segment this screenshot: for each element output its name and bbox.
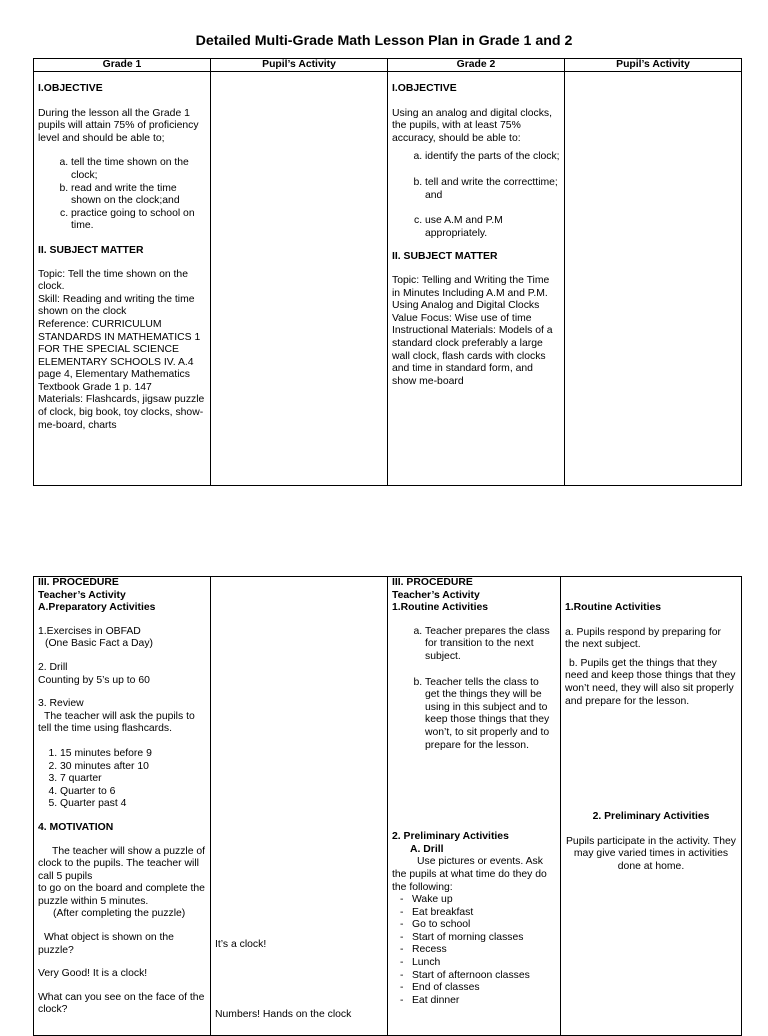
list-item: - Go to school — [412, 919, 556, 932]
list-item: b. read and write the time shown on the clock;and — [71, 183, 206, 208]
g2-subject-clocks: Using Analog and Digital Clocks — [392, 300, 540, 312]
grade1-objective-cell — [34, 72, 211, 486]
g2-objective-heading: I.OBJECTIVE — [392, 83, 457, 94]
list-item: - End of classes — [412, 982, 556, 995]
pupil-routine-b: b. Pupils get the things that they need and keep those things that they won’t need, they will also sit properly and prepare for the lesson. — [565, 657, 736, 707]
g1-question-face: What can you see on the face of the clock? — [38, 991, 205, 1016]
pupil-answer-clock: It’s a clock! — [215, 939, 267, 950]
header-grade1: Grade 1 — [34, 59, 211, 72]
grade1-procedure-cell — [34, 577, 211, 1036]
g2-drill-heading: A. Drill — [410, 843, 444, 855]
list-item: 5. Quarter past 4 — [60, 798, 206, 811]
pupil-prelim-text: Pupils participate in the activity. They may give varied times in activities done at home. — [566, 835, 736, 872]
g1-motivation-note: (After completing the puzzle) — [53, 908, 186, 920]
g1-exercise-sub: (One Basic Fact a Day) — [45, 638, 153, 650]
g1-drill: 2. Drill — [38, 661, 68, 673]
header-pupil-activity-2: Pupil’s Activity — [565, 59, 742, 72]
lesson-table-objectives — [33, 58, 742, 486]
g2-routine-list — [392, 626, 556, 752]
g2-teacher-activity-heading: Teacher’s Activity — [392, 589, 480, 601]
g1-exercise: 1.Exercises in OBFAD — [38, 625, 141, 637]
lesson-table-procedure — [33, 576, 742, 1036]
g1-teacher-activity-heading: Teacher’s Activity — [38, 589, 126, 601]
g1-question-object: What object is shown on the puzzle? — [38, 932, 174, 956]
list-item: c. use A.M and P.M appropriately. — [425, 215, 560, 240]
g1-subject-heading: II. SUBJECT MATTER — [38, 244, 144, 256]
g1-motivation-text-2: to go on the board and complete the puzzle within 5 minutes. — [38, 883, 205, 907]
g2-procedure-heading: III. PROCEDURE — [392, 577, 473, 588]
list-item: - Start of morning classes — [412, 932, 556, 945]
g1-subject-skill: Skill: Reading and writing the time shown on the clock — [38, 293, 195, 318]
list-item: - Eat dinner — [412, 995, 556, 1008]
list-item: 2. 30 minutes after 10 — [60, 761, 206, 774]
list-item: - Eat breakfast — [412, 907, 556, 920]
g2-subject-value: Value Focus: Wise use of time — [392, 312, 532, 324]
pupil-activity-cell-3 — [211, 577, 388, 1036]
g1-review-list — [38, 748, 206, 811]
list-item: b. Teacher tells the class to get the things they will be using in this subject and to keep those things that they won’t, to sit properly and to prepare for the lesson. — [425, 677, 556, 753]
list-item: a. Teacher prepares the class for transition to the next subject. — [425, 626, 556, 664]
pupil-activity-cell-1 — [211, 72, 388, 486]
pupil-activity-cell-4 — [561, 577, 742, 1036]
grade2-procedure-cell — [388, 577, 561, 1036]
page-title: Detailed Multi-Grade Math Lesson Plan in Grade 1 and 2 — [195, 33, 573, 49]
g1-subject-reference: Reference: CURRICULUM STANDARDS IN MATHEMATICS 1 FOR THE SPECIAL SCIENCE ELEMENTARY SCHOOLS IV. A.4 page 4, Elementary Mathematics Textbook Grade 1 p. 147 — [38, 318, 201, 393]
list-item: c. practice going to school on time. — [71, 208, 206, 233]
g1-motivation-text: The teacher will show a puzzle of clock to the pupils. The teacher will call 5 pupils — [38, 845, 206, 882]
pupil-answer-numbers: Numbers! Hands on the clock — [215, 1008, 352, 1020]
g2-drill-text: Use pictures or events. Ask the pupils at what time do they do the following: — [392, 856, 547, 893]
g1-review: 3. Review — [38, 698, 84, 710]
g1-preparatory-heading: A.Preparatory Activities — [38, 602, 156, 614]
g1-objective-heading: I.OBJECTIVE — [38, 83, 103, 94]
g1-motivation-heading: 4. MOTIVATION — [38, 821, 114, 833]
g1-subject-materials: Materials: Flashcards, jigsaw puzzle of clock, big book, toy clocks, show-me-board, charts — [38, 394, 205, 431]
list-item: - Lunch — [412, 957, 556, 970]
g1-objective-list — [38, 157, 206, 233]
list-item: a. identify the parts of the clock; — [425, 151, 560, 164]
grade2-objective-cell — [388, 72, 565, 486]
list-item: - Start of afternoon classes — [412, 970, 556, 983]
g2-subject-topic: Topic: Telling and Writing the Time in Minutes Including A.M and P.M. — [392, 274, 550, 299]
g1-drill-sub: Counting by 5’s up to 60 — [38, 674, 150, 686]
list-item: 3. 7 quarter — [60, 773, 206, 786]
list-item: 4. Quarter to 6 — [60, 786, 206, 799]
pupil-routine-heading: 1.Routine Activities — [565, 602, 662, 613]
g1-procedure-heading: III. PROCEDURE — [38, 577, 119, 588]
g2-objective-list — [392, 151, 560, 240]
pupil-activity-cell-2 — [565, 72, 742, 486]
list-item: - Wake up — [412, 894, 556, 907]
g1-subject-topic: Topic: Tell the time shown on the clock. — [38, 268, 188, 293]
g2-event-list — [392, 894, 556, 1007]
list-item: 1. 15 minutes before 9 — [60, 748, 206, 761]
pupil-routine-a: a. Pupils respond by preparing for the next subject. — [565, 626, 721, 651]
g1-very-good: Very Good! It is a clock! — [38, 968, 148, 980]
header-pupil-activity-1: Pupil’s Activity — [211, 59, 388, 72]
g1-objective-intro: During the lesson all the Grade 1 pupils will attain 75% of proficiency level and should be able to; — [38, 107, 199, 144]
g2-prelim-heading: 2. Preliminary Activities — [392, 831, 509, 843]
pupil-prelim-heading: 2. Preliminary Activities — [592, 811, 710, 823]
g1-review-text: The teacher will ask the pupils to tell the time using flashcards. — [38, 710, 195, 735]
list-item: - Recess — [412, 944, 556, 957]
g2-subject-materials: Instructional Materials: Models of a standard clock preferably a large wall clock, flash cards with clocks and time in standard form, and show me-board — [392, 325, 553, 387]
g2-objective-intro: Using an analog and digital clocks, the pupils, with at least 75% accuracy, should be able to: — [392, 107, 552, 144]
header-grade2: Grade 2 — [388, 59, 565, 72]
g2-routine-heading: 1.Routine Activities — [392, 602, 489, 614]
list-item: a. tell the time shown on the clock; — [71, 157, 206, 182]
list-item: b. tell and write the correcttime; and — [425, 177, 560, 202]
g2-subject-heading: II. SUBJECT MATTER — [392, 251, 498, 263]
